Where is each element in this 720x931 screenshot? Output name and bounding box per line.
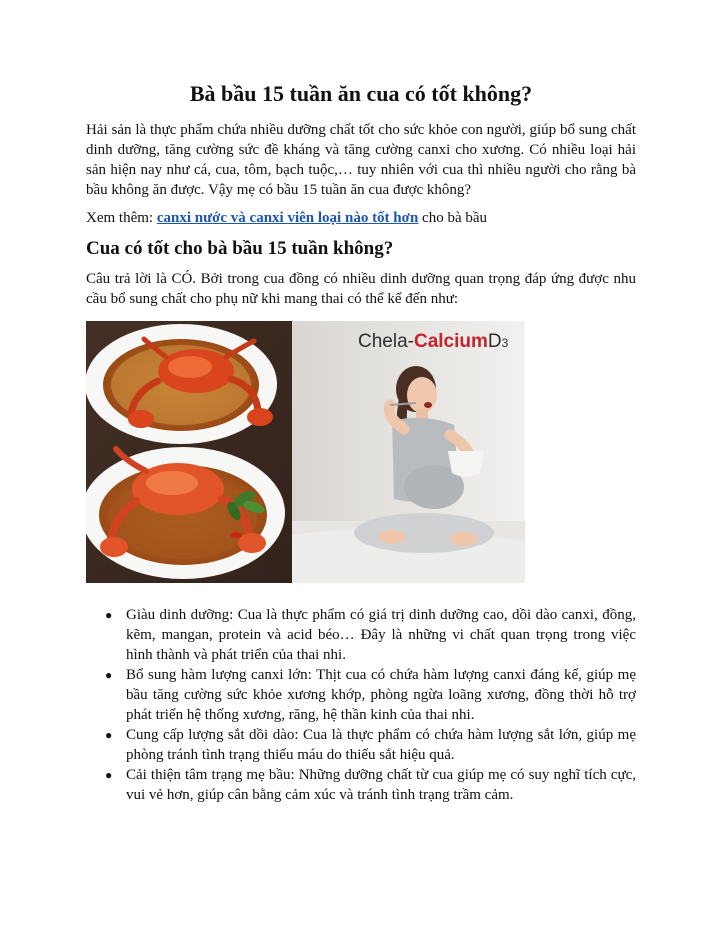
bullet-icon: ● [105,728,113,742]
bowl [448,451,484,477]
answer-paragraph: Câu trả lời là CÓ. Bởi trong cua đồng có nhiều dinh dưỡng quan trọng đáp ứng được nhu cầu bổ sung chất cho phụ nữ khi mang thai có thể kể đến như: [86,271,636,307]
list-item [105,605,636,665]
article-image [86,321,525,583]
see-more-line [86,208,636,228]
brand-suffix: D [487,331,502,352]
crab-and-pregnant-woman-illustration [86,321,525,583]
brand-prefix: Chela- [358,331,414,352]
document-page [86,80,636,805]
list-item-text: Bổ sung hàm lượng canxi lớn: Thịt cua có chứa hàm lượng canxi đáng kể, giúp mẹ bầu tăng cường sức khỏe xương khớp, phòng ngừa loãng xương, đồng thời hỗ trợ phát triển hệ thống xương, răng, hệ thần kinh của thai nhi. [126,667,636,723]
bullet-icon: ● [105,768,113,782]
list-item-text: Cải thiện tâm trạng mẹ bầu: Những dưỡng chất từ cua giúp mẹ có suy nghĩ tích cực, vui vẻ hơn, giúp cân bằng cảm xúc và tránh tình trạng trầm cảm. [126,767,636,803]
list-item-text: Giàu dinh dưỡng: Cua là thực phẩm có giá trị dinh dưỡng cao, dồi dào canxi, đồng, kẽm, mangan, protein và acid béo… Đây là những vi chất quan trọng trong việc hình thành và phát triển của thai nhi. [126,607,636,663]
benefit-list [86,605,636,805]
list-item-text: Cung cấp lượng sắt dồi dào: Cua là thực phẩm có chứa hàm lượng sắt lớn, giúp mẹ phòng tránh tình trạng thiếu máu do thiếu sắt hiệu quả. [126,727,636,763]
see-more-link[interactable]: canxi nước và canxi viên loại nào tốt hơn [156,210,419,226]
brand-logo [358,331,508,353]
list-item [105,765,636,805]
see-more-suffix: cho bà bầu [418,210,488,226]
intro-paragraph: Hải sản là thực phẩm chứa nhiều dưỡng chất tốt cho sức khỏe con người, giúp bổ sung chất dinh dưỡng, tăng cường sức đề kháng và tăng cường canxi cho xương. Có nhiều loại hải sản hiện nay như cá, cua, tôm, bạch tuộc,… tuy nhiên với cua thì nhiều người cho rằng bà bầu không ăn được. Vậy mẹ có bầu 15 tuần ăn cua được không? [86,122,636,198]
page-title: Bà bầu 15 tuần ăn cua có tốt không? [189,81,533,106]
bullet-icon: ● [105,668,113,682]
list-item [105,665,636,725]
bullet-icon: ● [105,608,113,622]
brand-sub: 3 [501,336,509,350]
brand-strong: Calcium [413,331,488,352]
section-heading: Cua có tốt cho bà bầu 15 tuần không? [86,238,394,259]
see-more-prefix: Xem thêm: [86,210,157,226]
list-item [105,725,636,765]
woman-legs [354,513,494,553]
